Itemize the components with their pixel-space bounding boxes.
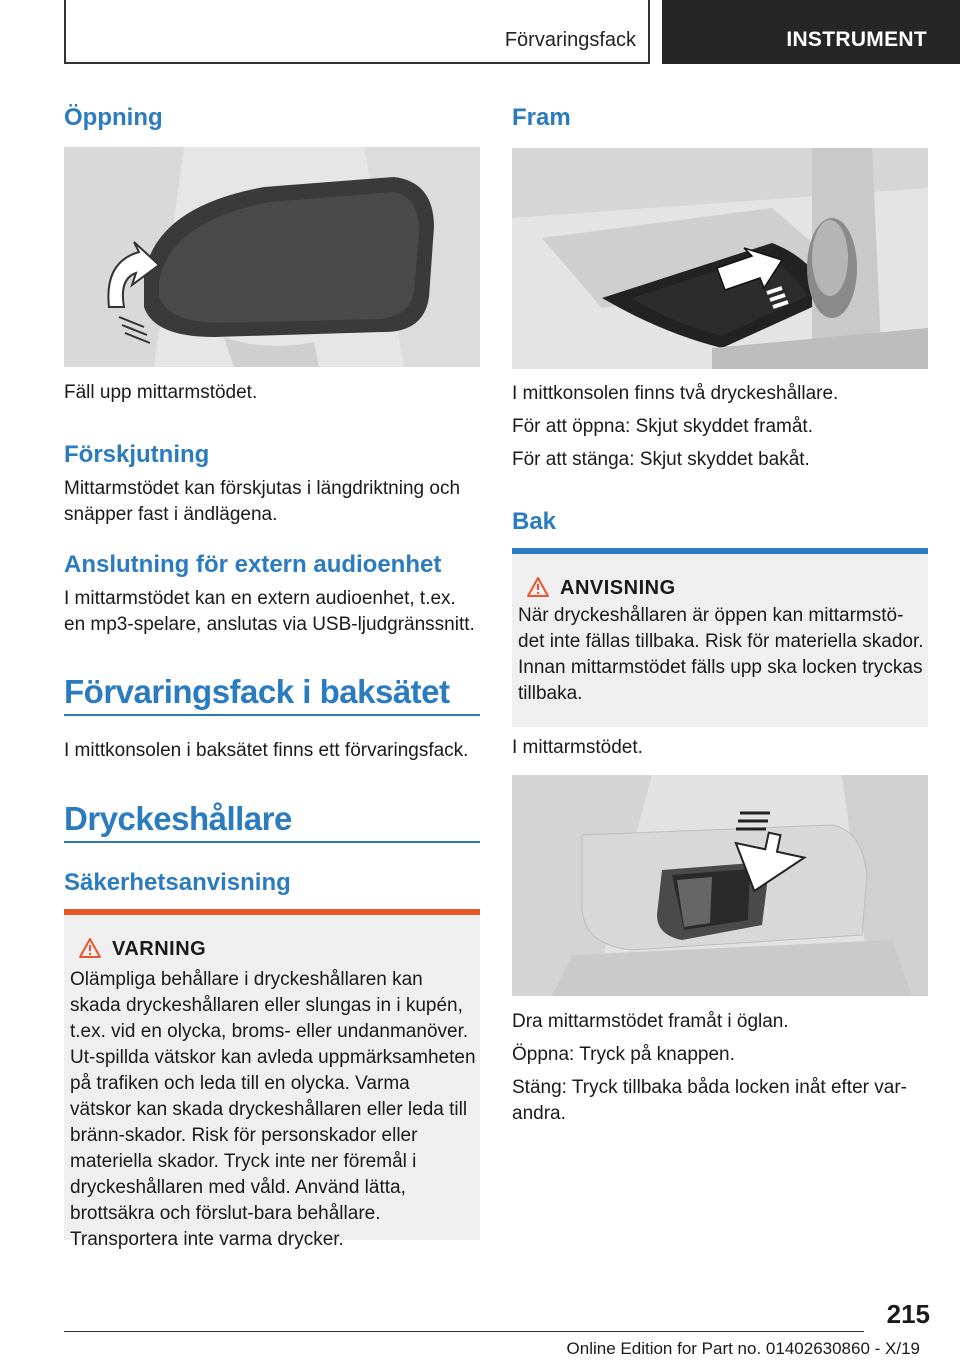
rear-heading: Bak	[512, 508, 557, 535]
header-divider-left	[64, 0, 66, 64]
front-heading: Fram	[512, 104, 571, 131]
rear-storage-heading: Förvaringsfack i baksätet	[64, 673, 450, 710]
header-chapter-tab[interactable]	[662, 0, 960, 64]
rear-cupholder-illustration	[512, 775, 928, 996]
armrest-opening-photo	[64, 147, 480, 367]
shift-text: Mittarmstödet kan förskjutas i längdriktning och snäpper fast i ändlägena.	[64, 478, 461, 525]
footer-rule	[64, 1331, 864, 1332]
notice-box	[512, 548, 928, 727]
warning-text: Olämpliga behållare i dryckeshållaren kan skada dryckeshållaren eller slungas in i kupén, t.ex. vid en olycka, broms- eller undanmanöver. Ut-spillda vätskor kan avleda uppmärksamheten på trafiken och leda till en olycka. Varma vätskor kan skada dryckeshållaren eller leda till bränn-skador. Risk för personskador eller materiella skador. Tryck inte ner föremål i dryckeshållaren med våld. Använd lätta, brottsäkra och förslut-bara behållare. Transportera inte varma drycker.	[70, 969, 476, 1250]
warning-box	[64, 909, 480, 1250]
rear-line-1: Dra mittarmstödet framåt i öglan.	[512, 1011, 789, 1032]
header-chapter-label: INSTRUMENT	[786, 28, 927, 51]
front-line-2: För att öppna: Skjut skyddet framåt.	[512, 416, 813, 437]
front-cupholder-illustration	[512, 148, 928, 369]
cupholder-heading: Dryckeshållare	[64, 800, 292, 837]
rear-line-3: Stäng: Tryck tillbaka båda locken inåt efter var-andra.	[512, 1077, 907, 1124]
warning-title: VARNING	[112, 938, 207, 960]
warning-triangle-icon	[78, 937, 102, 959]
shift-heading: Förskjutning	[64, 441, 210, 468]
page-number: 215	[886, 1299, 930, 1329]
front-line-3: För att stänga: Skjut skyddet bakåt.	[512, 449, 810, 470]
header-section-title: Förvaringsfack	[504, 29, 636, 51]
notice-bar	[512, 548, 928, 554]
rear-line-2: Öppna: Tryck på knappen.	[512, 1044, 735, 1065]
header-rule	[64, 62, 650, 64]
warning-bar	[64, 909, 480, 915]
rear-cupholder-photo	[512, 775, 928, 996]
front-line-1: I mittkonsolen finns två dryckeshållare.	[512, 383, 839, 404]
header-divider-right	[648, 0, 650, 64]
notice-triangle-icon	[526, 576, 550, 598]
cupholder-rule	[64, 841, 480, 843]
footer-edition: Online Edition for Part no. 01402630860 - X/19	[566, 1339, 920, 1358]
rear-storage-rule	[64, 714, 480, 716]
safety-heading: Säkerhetsanvisning	[64, 869, 291, 896]
armrest-illustration	[64, 147, 480, 367]
front-cupholder-photo	[512, 148, 928, 369]
opening-heading: Öppning	[64, 104, 163, 131]
notice-text: När dryckeshållaren är öppen kan mittarmstö-det inte fällas tillbaka. Risk för materiella skador. Innan mittarmstödet fälls upp ska locken tryckas tillbaka.	[518, 605, 924, 704]
audio-heading: Anslutning för extern audioenhet	[64, 551, 442, 578]
opening-caption: Fäll upp mittarmstödet.	[64, 382, 258, 403]
audio-text: I mittarmstödet kan en extern audioenhet, t.ex. en mp3-spelare, anslutas via USB-ljudgränssnitt.	[64, 588, 475, 635]
armrest-text: I mittarmstödet.	[512, 737, 643, 758]
notice-title: ANVISNING	[560, 577, 676, 599]
rear-storage-text: I mittkonsolen i baksätet finns ett förvaringsfack.	[64, 740, 469, 761]
